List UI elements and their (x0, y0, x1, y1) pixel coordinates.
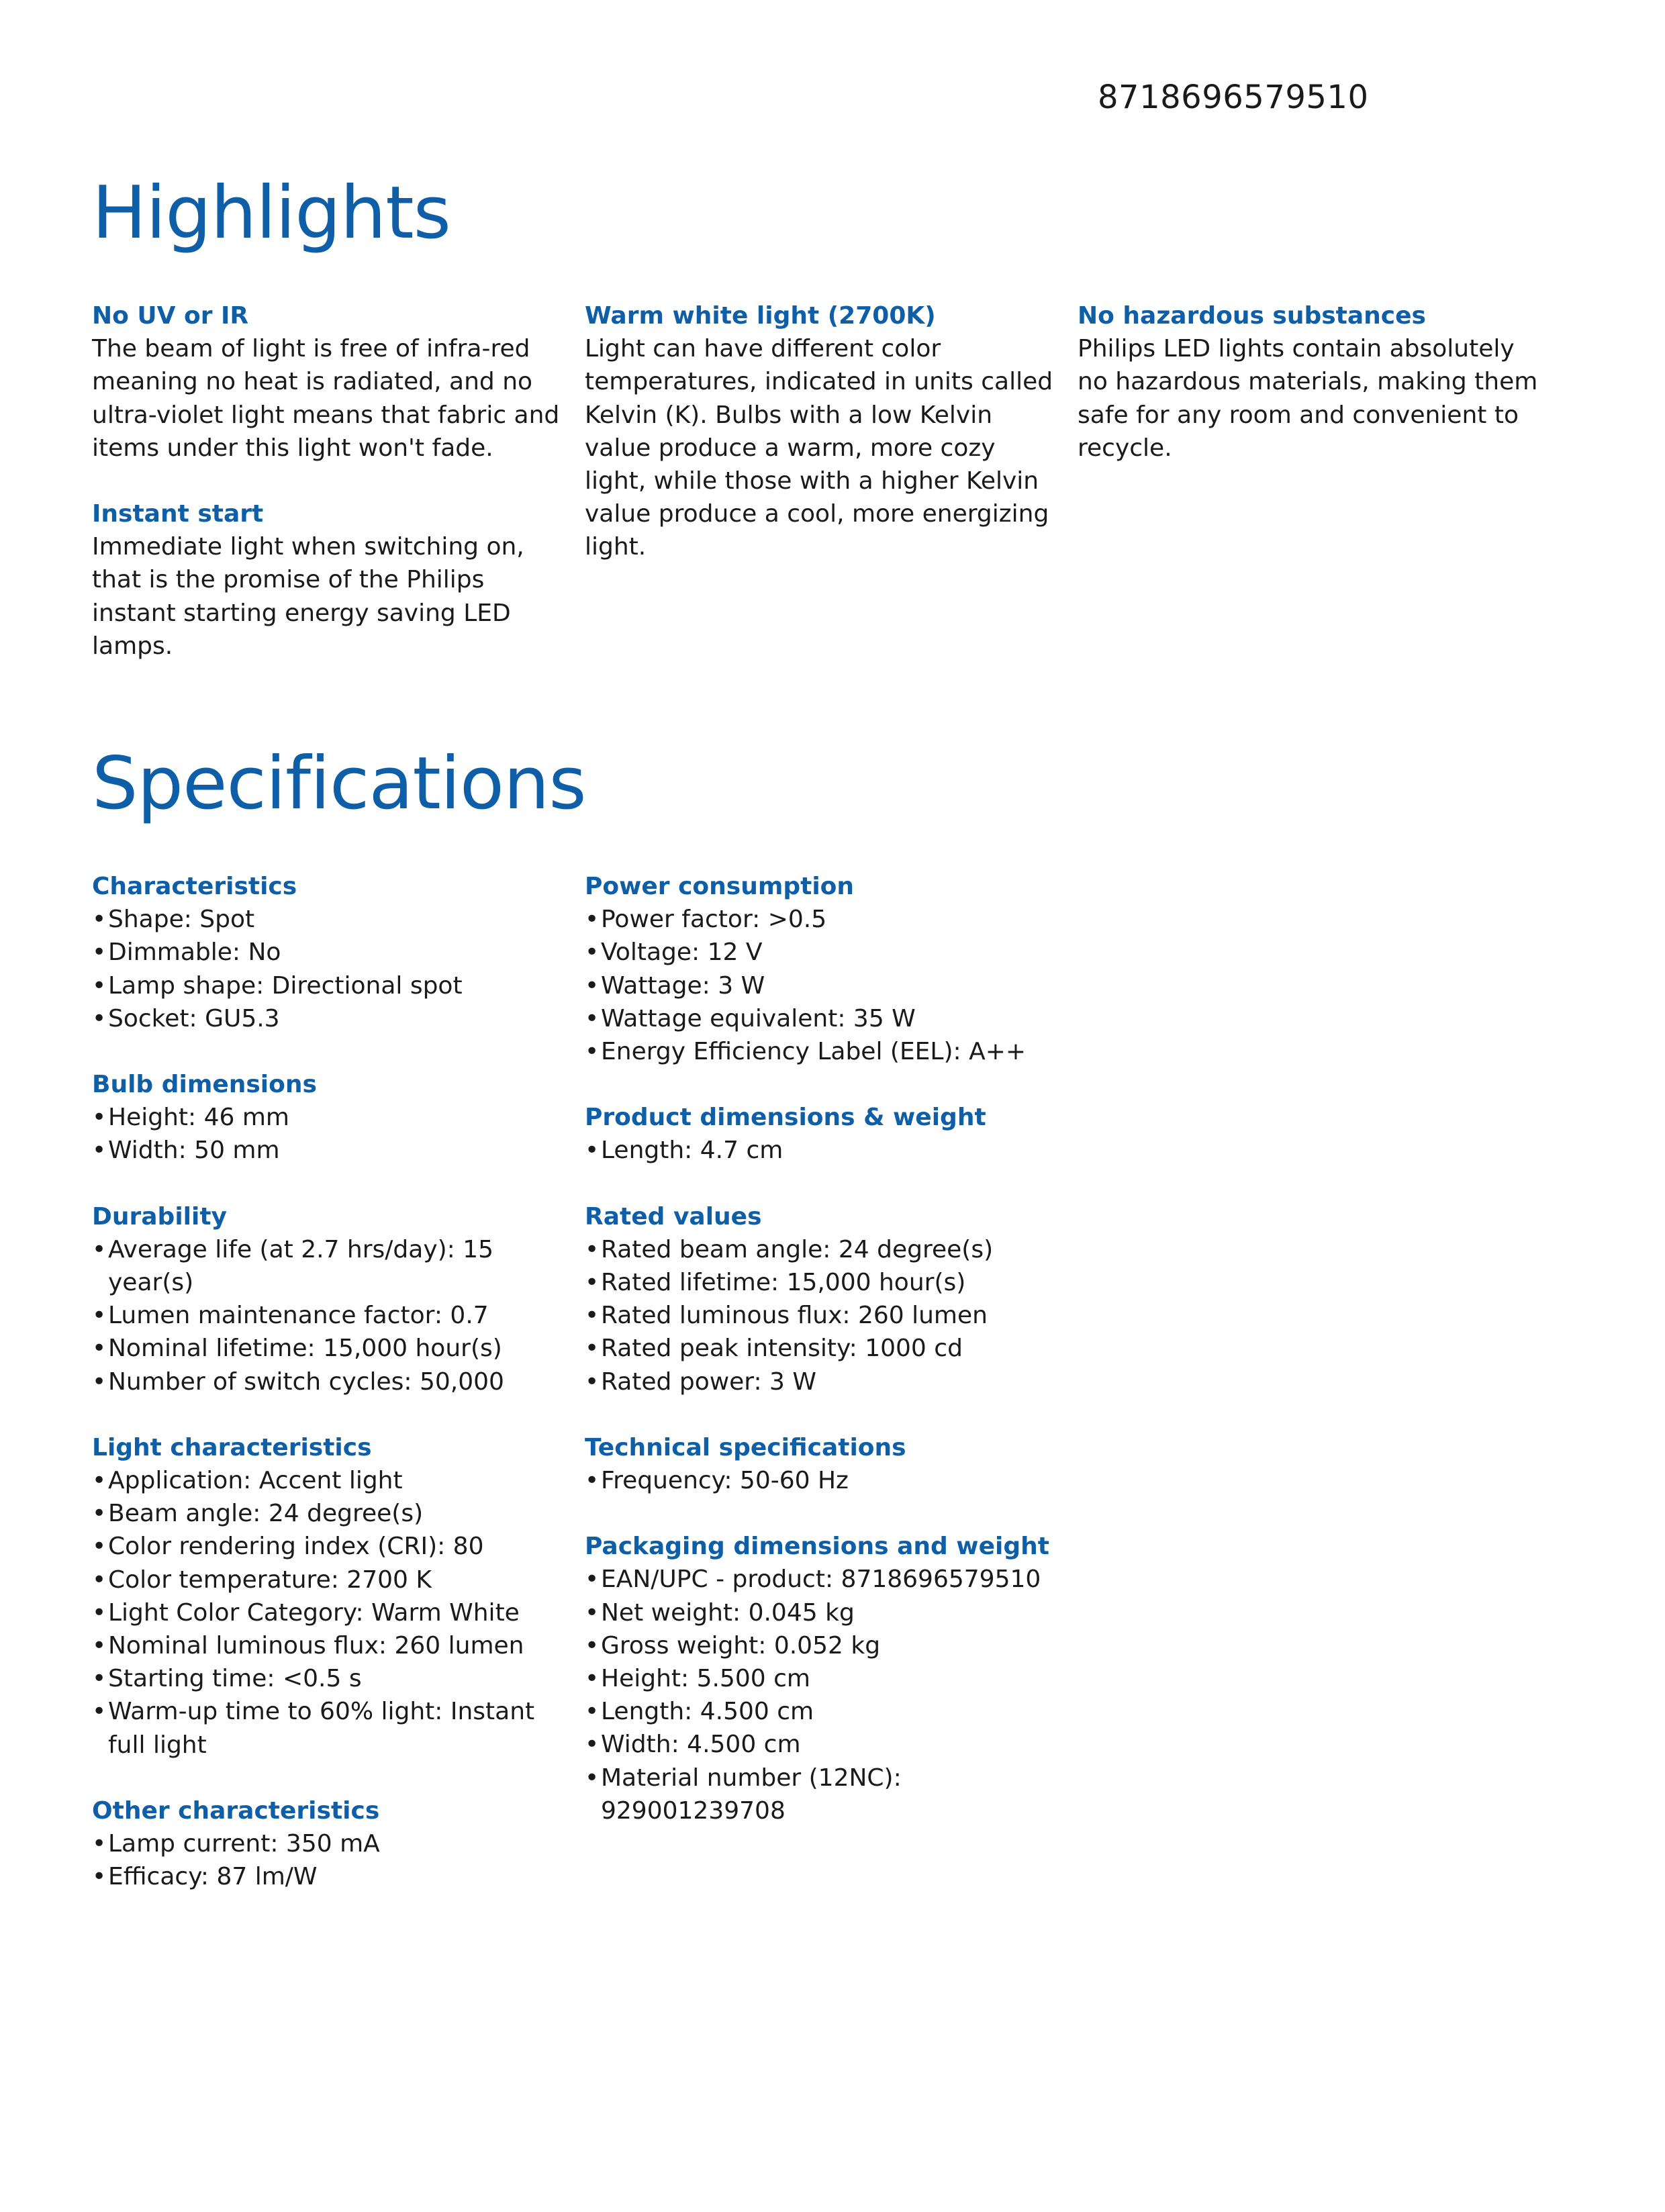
spec-group-bulb-dimensions (92, 1068, 575, 1167)
spec-item: • Net weight: 0.045 kg (585, 1596, 1068, 1629)
spec-item: • Lamp current: 350 mA (92, 1827, 575, 1860)
spec-item: • Width: 50 mm (92, 1134, 575, 1167)
spec-group-heading: Bulb dimensions (92, 1071, 317, 1099)
highlights-title: Highlights (92, 171, 450, 255)
spec-item: • Lumen maintenance factor: 0.7 (92, 1299, 575, 1332)
spec-group-rated-values (585, 1200, 1068, 1398)
spec-group-heading: Other characteristics (92, 1796, 380, 1825)
spec-item: • Nominal luminous flux: 260 lumen (92, 1629, 575, 1662)
highlight-no-uv-ir (92, 299, 562, 465)
spec-list (92, 1827, 575, 1893)
spec-item: • Gross weight: 0.052 kg (585, 1629, 1068, 1662)
spec-item: • Length: 4.7 cm (585, 1134, 1068, 1167)
spec-item: • Light Color Category: Warm White (92, 1596, 575, 1629)
spec-item: • Shape: Spot (92, 903, 575, 936)
spec-group-heading: Technical specifications (585, 1433, 906, 1461)
spec-list (92, 903, 575, 1035)
spec-list (585, 903, 1068, 1068)
spec-item: • Efficacy: 87 lm/W (92, 1860, 575, 1893)
highlight-heading: No hazardous substances (1078, 302, 1426, 330)
highlights-column-2 (585, 299, 1055, 597)
spec-item: • Warm-up time to 60% light: Instant full light (92, 1695, 575, 1761)
highlight-text: Philips LED lights contain absolutely no hazardous materials, making them safe for any room and convenient to recycle. (1078, 335, 1538, 462)
highlight-text: Immediate light when switching on, that is the promise of the Philips instant starting energy saving LED lamps. (92, 533, 524, 660)
spec-group-product-dimensions (585, 1101, 1068, 1167)
spec-group-heading: Characteristics (92, 873, 297, 900)
spec-group-durability (92, 1200, 575, 1398)
spec-group-heading: Product dimensions & weight (585, 1104, 986, 1132)
spec-item: • Rated power: 3 W (585, 1365, 1068, 1398)
spec-list (92, 1101, 575, 1167)
spec-list (585, 1563, 1068, 1827)
product-code: 8718696579510 (1098, 79, 1369, 116)
spec-item: • Height: 5.500 cm (585, 1662, 1068, 1695)
spec-item: • Application: Accent light (92, 1464, 575, 1497)
spec-group-light-characteristics (92, 1431, 575, 1762)
spec-item: • Length: 4.500 cm (585, 1695, 1068, 1728)
spec-item: • Voltage: 12 V (585, 936, 1068, 969)
spec-item: • Width: 4.500 cm (585, 1728, 1068, 1761)
spec-group-characteristics (92, 870, 575, 1035)
spec-item: • Rated luminous flux: 260 lumen (585, 1299, 1068, 1332)
spec-item: • Rated beam angle: 24 degree(s) (585, 1233, 1068, 1266)
spec-item: • Wattage: 3 W (585, 969, 1068, 1002)
spec-group-heading: Light characteristics (92, 1433, 372, 1461)
highlight-warm-white-light (585, 299, 1055, 564)
spec-item: • Nominal lifetime: 15,000 hour(s) (92, 1332, 575, 1365)
highlight-heading: Instant start (92, 500, 264, 528)
spec-group-technical-specifications (585, 1431, 1068, 1497)
spec-item: • Wattage equivalent: 35 W (585, 1002, 1068, 1035)
highlights-column-3 (1078, 299, 1548, 497)
highlight-heading: Warm white light (2700K) (585, 302, 936, 330)
highlight-instant-start (92, 497, 562, 663)
spec-group-other-characteristics (92, 1794, 575, 1894)
spec-item: • Dimmable: No (92, 936, 575, 969)
highlight-no-hazardous-substances (1078, 299, 1548, 465)
spec-item: • Material number (12NC): 929001239708 (585, 1762, 1068, 1827)
spec-item: • EAN/UPC - product: 8718696579510 (585, 1563, 1068, 1596)
spec-item: • Power factor: >0.5 (585, 903, 1068, 936)
spec-group-heading: Power consumption (585, 873, 855, 900)
specifications-title: Specifications (92, 742, 586, 826)
spec-group-heading: Durability (92, 1202, 228, 1231)
spec-item: • Rated lifetime: 15,000 hour(s) (585, 1266, 1068, 1299)
spec-item: • Height: 46 mm (92, 1101, 575, 1134)
spec-list (585, 1134, 1068, 1167)
spec-item: • Beam angle: 24 degree(s) (92, 1497, 575, 1530)
highlight-text: Light can have different color temperatures, indicated in units called Kelvin (K). Bulbs with a low Kelvin value produce a warm, more cozy light, while those with a higher Kelvin value produce a cool, more energizing light. (585, 335, 1053, 561)
spec-item: • Socket: GU5.3 (92, 1002, 575, 1035)
specifications-column-1 (92, 870, 575, 1926)
spec-group-packaging-dimensions (585, 1530, 1068, 1827)
spec-item: • Average life (at 2.7 hrs/day): 15 year(s) (92, 1233, 575, 1299)
spec-item: • Starting time: <0.5 s (92, 1662, 575, 1695)
specifications-column-2 (585, 870, 1068, 1860)
highlight-text: The beam of light is free of infra-red meaning no heat is radiated, and no ultra-violet light means that fabric and items under this light won't fade. (92, 335, 560, 462)
spec-list (92, 1233, 575, 1398)
spec-item: • Color temperature: 2700 K (92, 1564, 575, 1596)
spec-item: • Lamp shape: Directional spot (92, 969, 575, 1002)
spec-item: • Color rendering index (CRI): 80 (92, 1530, 575, 1563)
spec-list (585, 1233, 1068, 1398)
spec-list (585, 1464, 1068, 1497)
spec-group-heading: Packaging dimensions and weight (585, 1533, 1049, 1561)
highlight-heading: No UV or IR (92, 302, 249, 330)
spec-group-power-consumption (585, 870, 1068, 1068)
highlights-column-1 (92, 299, 562, 695)
spec-item: • Energy Efficiency Label (EEL): A++ (585, 1035, 1068, 1068)
spec-item: • Rated peak intensity: 1000 cd (585, 1332, 1068, 1365)
spec-list (92, 1464, 575, 1762)
spec-item: • Number of switch cycles: 50,000 (92, 1365, 575, 1398)
spec-item: • Frequency: 50-60 Hz (585, 1464, 1068, 1497)
spec-group-heading: Rated values (585, 1202, 762, 1231)
